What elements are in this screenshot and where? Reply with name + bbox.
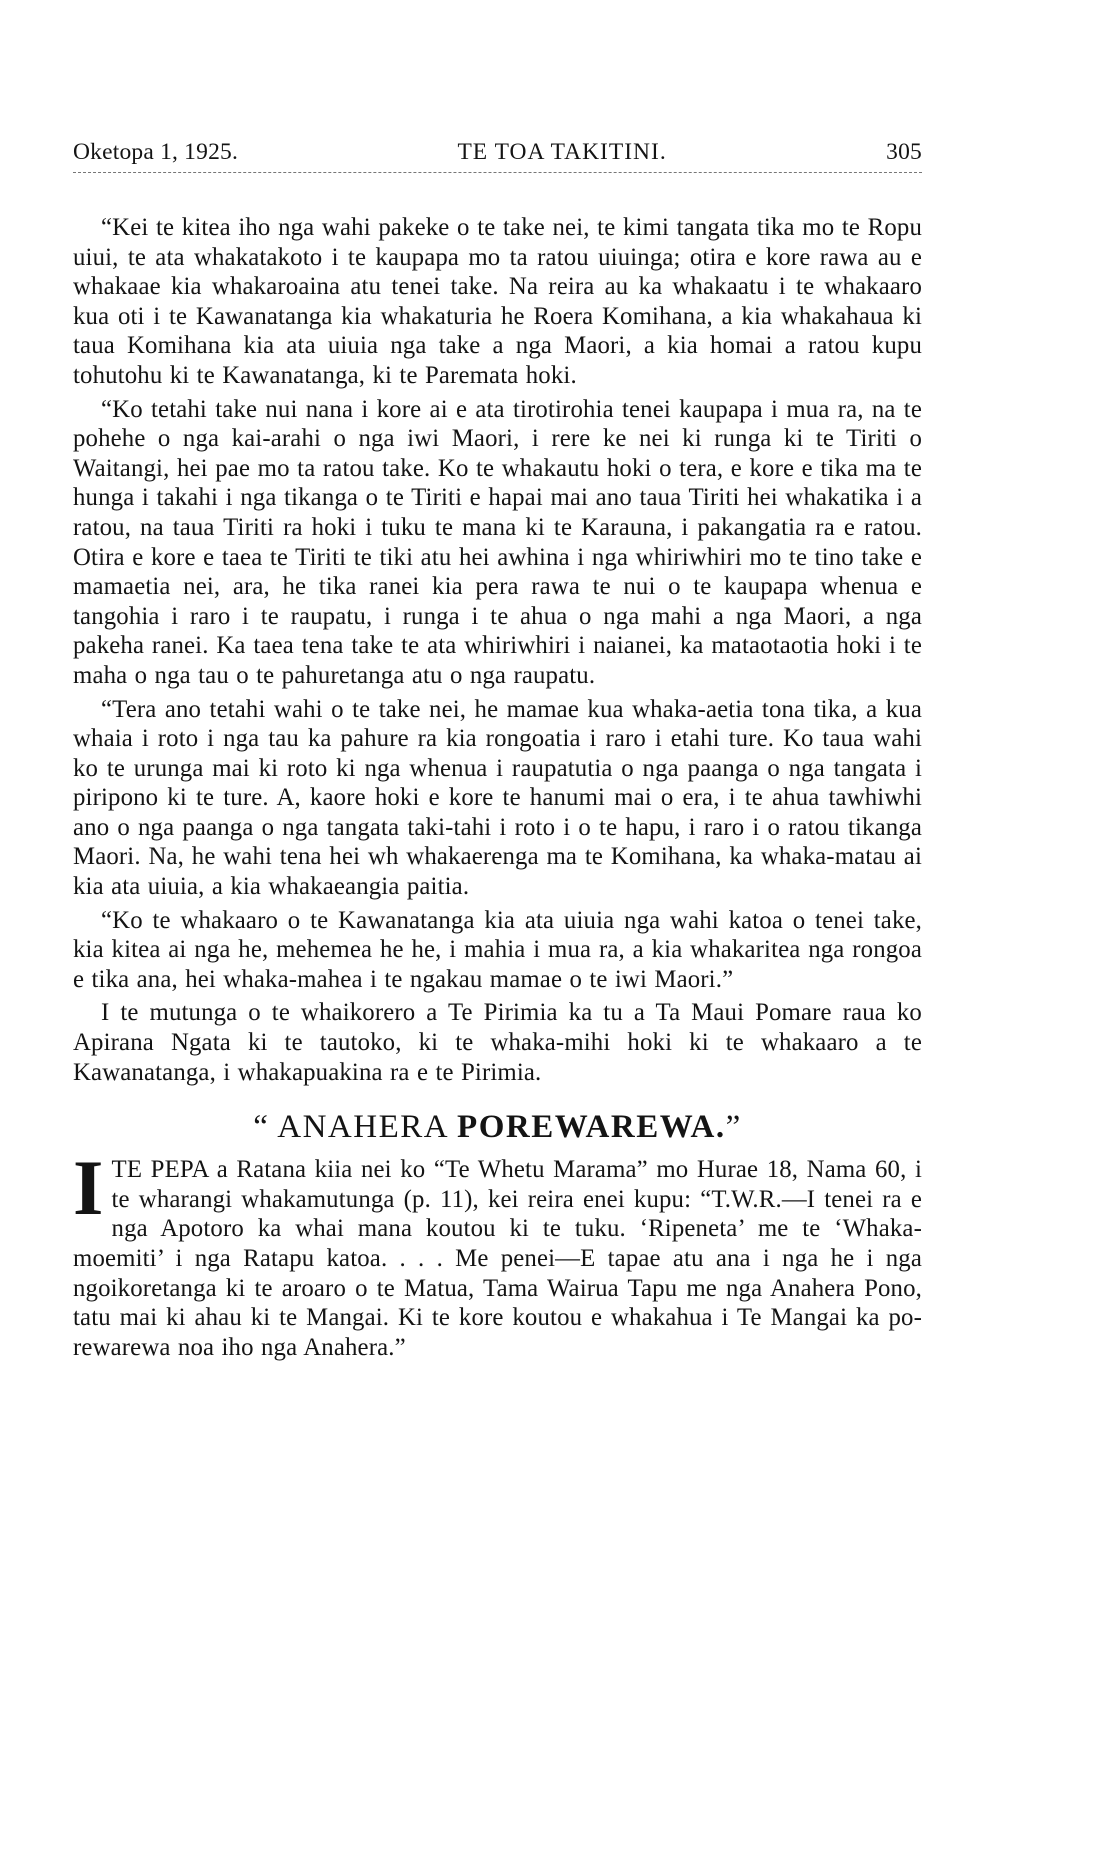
paragraph-2: “Ko tetahi take nui nana i kore ai e ata tirotirohia tenei kaupapa i mua ra, na te pohehe o nga kai-arahi o nga iwi Maori, i rere ke nei ki runga ki te Tiriti o Waitangi, hei pae mo ta ratou take. Ko te whakautu hoki o tera, e kore e tika ma te hunga i takahi i nga tikanga o te Tiriti e hapai mai ano taua Tiriti hei whakatika i a ratou, na taua Tiriti ra hoki i tuku te mana ki te Karauna, i pakangatia ra e ratou. Otira e kore e taea te Tiriti te tiki atu hei awhina i nga whiriwhiri mo te tino take e mamaetia nei, ara, he tika ranei kia pera rawa te nui o te kaupapa whenua e tangohia i raro i te raupatu, i runga i te ahua o nga mahi a nga Maori, a nga pakeha ranei. Ka taea tena take te ata whiriwhiri i naianei, ka mataotaotia hoki i te maha o nga tau o te pahuretanga atu o nga raupatu. xyxy=(73,395,922,689)
section-heading-close: ” xyxy=(725,1109,742,1146)
publication-title: TE TOA TAKITINI. xyxy=(457,139,667,165)
section-paragraph-text: TE PEPA a Ratana kiia nei ko “Te Whetu Marama” mo Hurae 18, Nama 60, i te wharangi whakamutunga (p. 11), kei reira enei kupu: “T.W.R.—I tenei ra e nga Apotoro ka whai mana koutou ki te tuku. ‘Ripeneta’ me te ‘Whaka-moemiti’ i nga Ratapu katoa. . . . Me penei—E tapae atu ana i nga he i nga ngoikoretanga ki te aroaro o te Matua, Tama Wairua Tapu me nga Anahera Pono, tatu mai ki ahau ki te Mangai. Ki te kore koutou e whakahua i Te Mangai ka po-rewarewa noa iho nga Anahera.” xyxy=(73,1156,922,1361)
section-paragraph xyxy=(73,1144,922,1362)
paragraph-5: I te mutunga o te whaikorero a Te Pirimia ka tu a Ta Maui Pomare raua ko Apirana Ngata ki te tautoko, ki te whaka-mihi hoki ki te whakaaro a te Kawanatanga, i whakapuakina ra e te Pirimia. xyxy=(73,999,922,1086)
issue-date: Oketopa 1, 1925. xyxy=(73,139,239,165)
paragraph-3: “Tera ano tetahi wahi o te take nei, he mamae kua whaka-aetia tona tika, a kua whaia i roto i nga tau ka pahure ra kia rongoatia i raro i etahi ture. Ko taua wahi ko te urunga mai ki roto ki nga whenua i raupatutia o nga paanga o nga tangata i piripono ki te ture. A, kaore hoki e kore te hanumi mai o era, i te ahua tawhiwhi ano o nga paanga o nga tangata taki-tahi i roto i o te hapu, i raro i o ratou tikanga Maori. Na, he wahi tena hei wh whakaerenga ma te Komihana, ka whaka-matau ai kia ata uiuia, a kia whakaeangia paitia. xyxy=(73,695,922,901)
paragraph-4: “Ko te whakaaro o te Kawanatanga kia ata uiuia nga wahi katoa o tenei take, kia kitea ai nga he, mehemea he he, i mahia i mua ra, a kia whakaritea nga rongoa e tika ana, hei whaka-mahea i te ngakau mamae o te iwi Maori.” xyxy=(73,906,922,993)
section-heading-main: POREWAREWA. xyxy=(457,1109,726,1146)
page-number: 305 xyxy=(886,139,922,165)
paragraph-1: “Kei te kitea iho nga wahi pakeke o te take nei, te kimi tangata tika mo te Ropu uiui, te ata whakatakoto i te kaupapa mo ta ratou uiuinga; otira e kore rawa au e whakaae kia whakaroaina atu tenei take. Na reira au ka whakaatu i te whakaaro kua oti i te Kawanatanga kia whakaturia he Roera Komihana, a kia whakahaua ki taua Komihana kia ata uiuia nga take a nga Maori, a kia homai a ratou kupu tohutohu ki te Kawanatanga, ki te Paremata hoki. xyxy=(73,214,922,389)
newspaper-page xyxy=(73,138,922,1362)
drop-cap-letter: I xyxy=(73,1144,104,1232)
running-header xyxy=(73,138,922,173)
section-heading xyxy=(73,1107,922,1147)
article-body xyxy=(73,213,922,1362)
section-heading-open: “ ANAHERA xyxy=(253,1109,458,1146)
